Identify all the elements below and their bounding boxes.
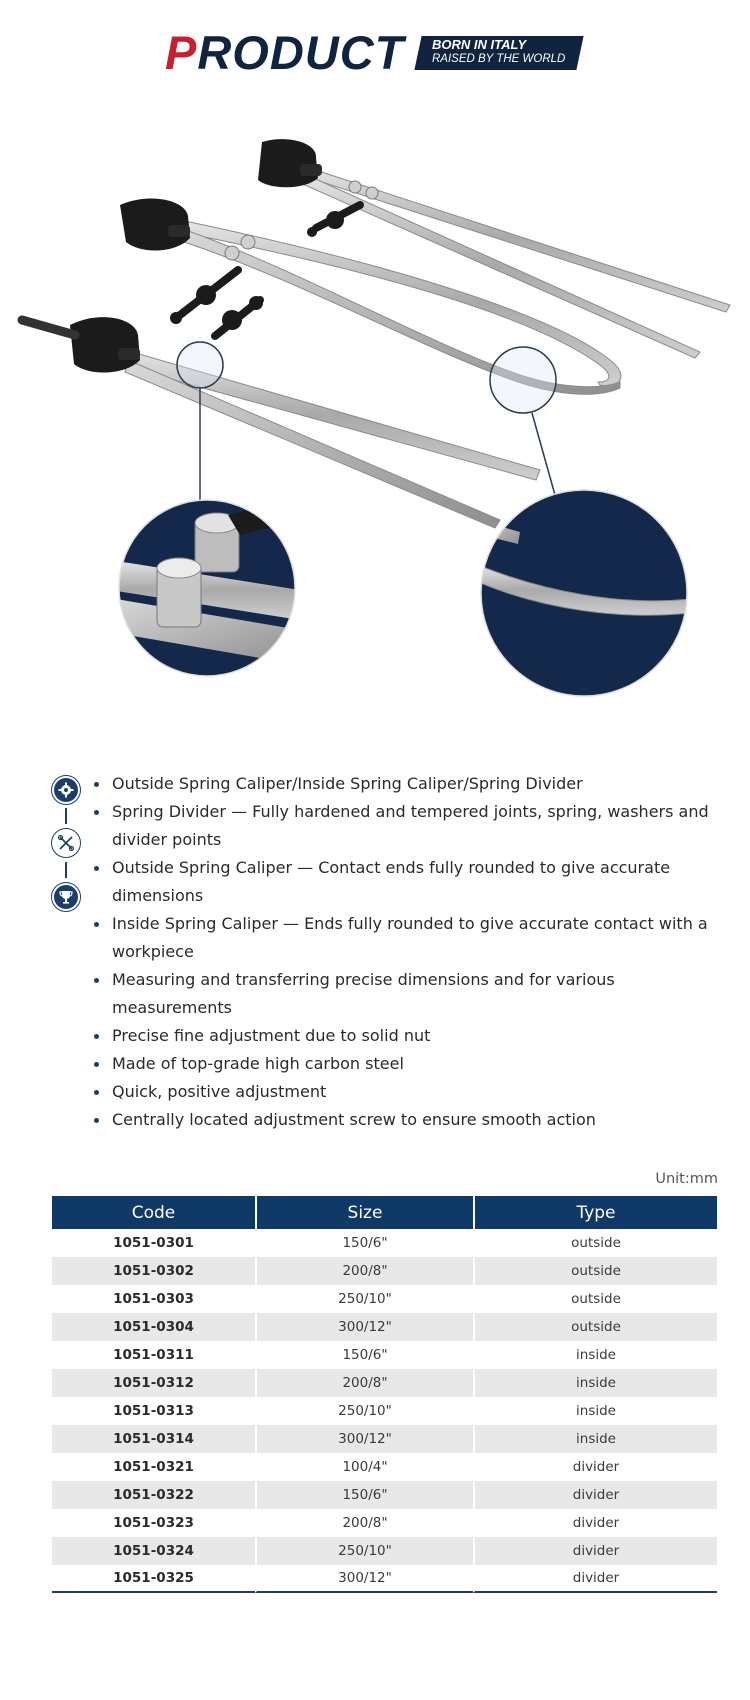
table-header-row — [52, 1196, 717, 1229]
cell-size: 150/6" — [255, 1481, 473, 1509]
cell-type: outside — [473, 1313, 717, 1341]
cell-size: 300/12" — [255, 1425, 473, 1453]
feature-item: Centrally located adjustment screw to ensure smooth action — [92, 1106, 732, 1134]
table-row — [52, 1229, 717, 1257]
cell-code: 1051-0314 — [52, 1425, 255, 1453]
cell-code: 1051-0303 — [113, 1291, 194, 1307]
feature-item: Quick, positive adjustment — [92, 1078, 732, 1106]
spec-table-wrapper — [52, 1196, 717, 1593]
cell-size: 200/8" — [255, 1369, 473, 1397]
tip-detail-zoom — [478, 490, 700, 696]
cell-type: divider — [473, 1537, 717, 1565]
cell-type: inside — [473, 1397, 717, 1425]
tagline-line-1: BORN IN ITALY — [432, 37, 527, 52]
trophy-icon — [51, 882, 81, 912]
features-section — [0, 770, 750, 1129]
cell-type: divider — [473, 1509, 717, 1537]
cell-size: 250/10" — [255, 1397, 473, 1425]
feature-item: Made of top-grade high carbon steel — [92, 1050, 732, 1078]
cell-size: 100/4" — [255, 1453, 473, 1481]
cell-code: 1051-0322 — [52, 1481, 255, 1509]
header-type: Type — [473, 1196, 717, 1229]
cell-type: outside — [473, 1257, 717, 1285]
feature-item: Precise fine adjustment due to solid nut — [92, 1022, 732, 1050]
table-row — [52, 1509, 717, 1537]
cell-code: 1051-0321 — [113, 1459, 194, 1475]
nut-detail-zoom — [110, 500, 300, 676]
product-logo — [165, 28, 404, 78]
table-row — [52, 1285, 717, 1313]
cell-type: inside — [473, 1425, 717, 1453]
table-row — [52, 1313, 717, 1341]
table-row — [52, 1341, 717, 1369]
cell-type: outside — [473, 1229, 717, 1257]
feature-item: Measuring and transferring precise dimensions and for various measurements — [92, 966, 732, 1022]
page-header — [0, 28, 750, 78]
feature-item: Spring Divider — Fully hardened and tempered joints, spring, washers and divider points — [92, 798, 732, 854]
cell-size: 250/10" — [255, 1537, 473, 1565]
cell-code: 1051-0304 — [52, 1313, 255, 1341]
cell-size: 300/12" — [255, 1313, 473, 1341]
icon-connector — [65, 862, 67, 878]
table-row — [52, 1369, 717, 1397]
cell-code: 1051-0325 — [52, 1565, 255, 1593]
cell-type: inside — [473, 1341, 717, 1369]
tagline-line-2: RAISED BY THE WORLD — [432, 53, 566, 65]
table-row — [52, 1565, 717, 1593]
gear-icon — [51, 775, 81, 805]
cell-code: 1051-0311 — [113, 1347, 194, 1363]
cell-size: 150/6" — [255, 1229, 473, 1257]
table-row — [52, 1481, 717, 1509]
unit-label: Unit:mm — [655, 1171, 718, 1187]
table-row — [52, 1397, 717, 1425]
logo-letter-p: P — [165, 26, 198, 79]
header-code: Code — [52, 1196, 255, 1229]
cell-size: 200/8" — [255, 1509, 473, 1537]
cell-size: 150/6" — [255, 1341, 473, 1369]
table-row — [52, 1537, 717, 1565]
table-body — [52, 1229, 717, 1593]
cell-code: 1051-0312 — [52, 1369, 255, 1397]
logo-rest: RODUCT — [197, 26, 405, 79]
feature-item: Outside Spring Caliper/Inside Spring Caliper/Spring Divider — [92, 770, 732, 798]
cell-type: divider — [473, 1565, 717, 1593]
cell-type: outside — [473, 1285, 717, 1313]
outside-spring-caliper — [22, 296, 540, 528]
table-row — [52, 1257, 717, 1285]
cell-type: inside — [473, 1369, 717, 1397]
cell-code: 1051-0313 — [113, 1403, 194, 1419]
cell-type: divider — [473, 1481, 717, 1509]
icon-connector — [65, 808, 67, 824]
cell-code: 1051-0301 — [113, 1235, 194, 1251]
feature-item: Inside Spring Caliper — Ends fully rounded to give accurate contact with a workpiece — [92, 910, 732, 966]
product-illustration — [0, 120, 750, 720]
cell-code: 1051-0302 — [52, 1257, 255, 1285]
table-row — [52, 1425, 717, 1453]
zoom-marker-tip — [490, 347, 556, 413]
cell-code: 1051-0324 — [52, 1537, 255, 1565]
table-row — [52, 1453, 717, 1481]
feature-item: Outside Spring Caliper — Contact ends fully rounded to give accurate dimensions — [92, 854, 732, 910]
cell-size: 200/8" — [255, 1257, 473, 1285]
cell-type: divider — [473, 1453, 717, 1481]
spring-divider — [258, 139, 730, 358]
header-size: Size — [255, 1196, 473, 1229]
tools-icon — [51, 828, 81, 858]
cell-size: 300/12" — [255, 1565, 473, 1593]
zoom-marker-nut — [177, 342, 223, 388]
feature-list — [92, 770, 732, 1134]
cell-size: 250/10" — [255, 1285, 473, 1313]
tagline-text — [432, 38, 565, 66]
cell-code: 1051-0323 — [113, 1515, 194, 1531]
spec-table — [52, 1196, 717, 1593]
